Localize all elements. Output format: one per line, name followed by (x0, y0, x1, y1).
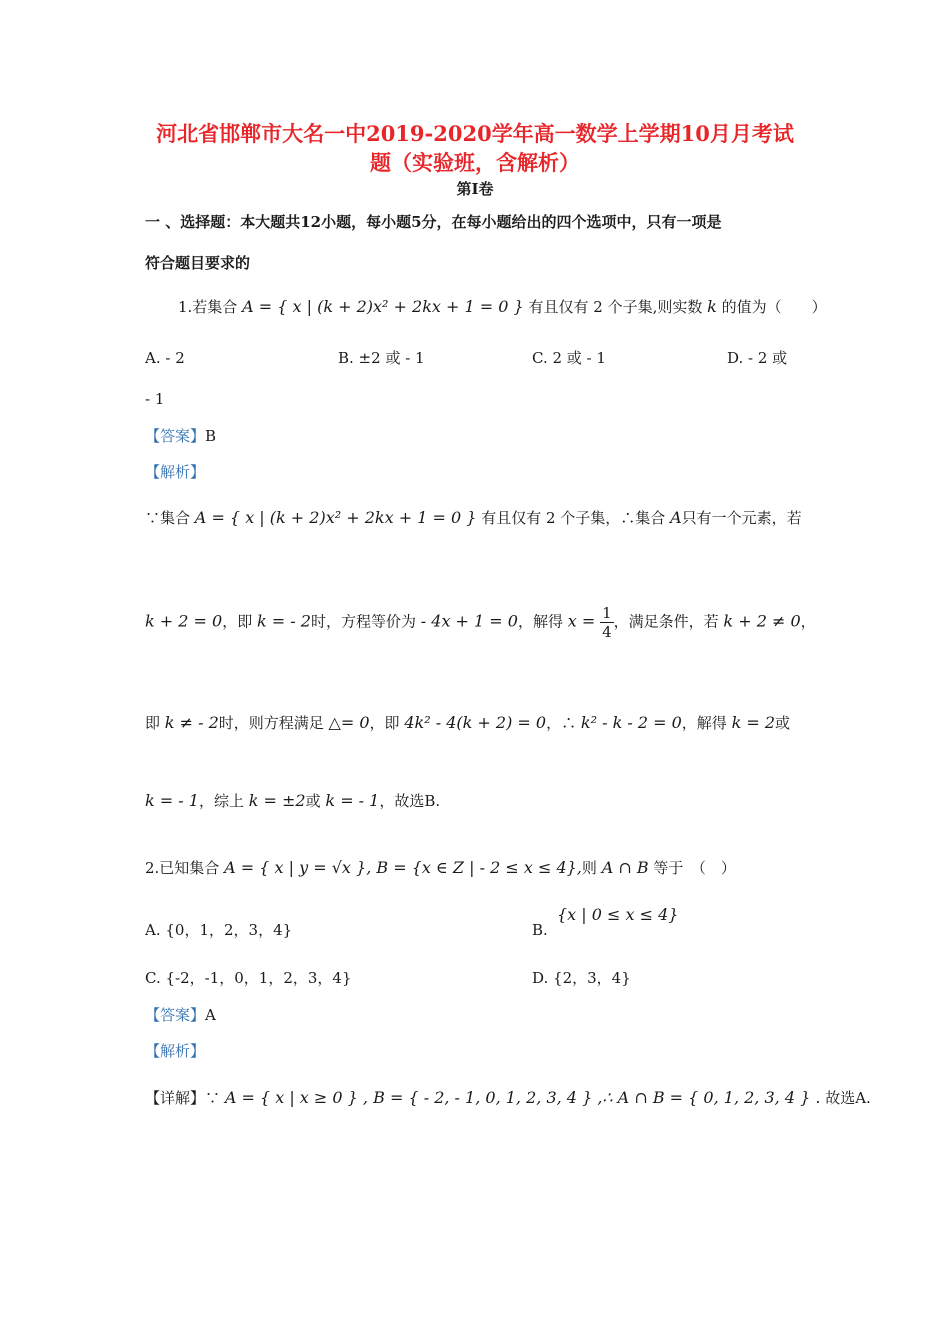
q1-sol2-fraction (600, 604, 614, 641)
q1-option-d: D. - 2 或 (727, 349, 788, 367)
q1-solution-line3 (145, 712, 790, 734)
q1-solution-line1 (145, 507, 802, 529)
q1-sol3-eq2: 4k² - 4(k + 2) = 0 (404, 713, 547, 732)
fraction-denominator: 4 (602, 623, 612, 641)
q1-answer-tag: 【答案】 (145, 427, 206, 445)
q2-analysis-label: 【解析】 (145, 1042, 206, 1060)
q2-detail-tag: 【详解】 (145, 1089, 206, 1107)
q1-solution-line4 (145, 790, 440, 812)
q1-sol3-text-c: 时，则方程满足 (218, 714, 324, 732)
q2-stem-set-a: A = { x | y = √x } (224, 858, 367, 877)
q1-sol3-delta: △= 0 (328, 713, 370, 732)
q2-stem-expr: A ∩ B (601, 858, 649, 877)
q1-sol4-eq1: k = - 1 (145, 791, 199, 810)
q2-answer-value: A (205, 1006, 216, 1024)
q1-stem-suffix: 有且仅有 2 个子集,则实数 (528, 298, 703, 316)
q1-sol2-x: x = (567, 611, 596, 631)
fraction-numerator: 1 (602, 604, 612, 622)
q2-option-b (532, 919, 548, 941)
q2-option-c: C. {-2，-1，0，1，2，3，4} (145, 969, 352, 987)
q2-answer-tag: 【答案】 (145, 1006, 206, 1024)
q1-sol2-eq4: k + 2 ≠ 0 (723, 611, 801, 631)
volume-label: 第I卷 (456, 180, 494, 198)
q2-option-a: A. {0，1，2，3，4} (145, 921, 293, 939)
q1-sol3-eq1: k ≠ - 2 (164, 713, 219, 732)
q1-option-c: C. 2 或 - 1 (532, 349, 606, 367)
q1-sol1-set: A = { x | (k + 2)x² + 2kx + 1 = 0 } (194, 508, 477, 527)
q1-analysis-label: 【解析】 (145, 463, 206, 481)
q1-sol2-eq1: k + 2 = 0 (145, 611, 223, 631)
q1-sol3-or: 或 (775, 714, 791, 732)
q1-solution-line2 (145, 604, 816, 641)
q2-option-d: D. {2，3，4} (532, 969, 631, 987)
q2-stem-prefix: 2.已知集合 (145, 859, 220, 877)
q1-stem-set: A = { x | (k + 2)x² + 2kx + 1 = 0 } (242, 297, 524, 316)
q1-sol2-text-d: 时，方程等价为 (310, 612, 416, 631)
q1-sol4-eq2: k = ±2 (248, 791, 306, 810)
q1-sol2-text-f: ，解得 (517, 612, 563, 631)
section-heading-line1: 一 、选择题：本大题共12小题，每小题5分，在每小题给出的四个选项中，只有一项是 (145, 213, 722, 231)
page-title-line1: 河北省邯郸市大名一中2019-2020学年高一数学上学期10月月考试 (156, 121, 794, 146)
q1-sol3-eq3: k² - k - 2 = 0 (580, 713, 682, 732)
q1-sol1-text-c: 只有一个元素，若 (681, 509, 802, 527)
q2-detail-conclusion: 故选A. (825, 1089, 871, 1107)
q1-stem-prefix: 1.若集合 (178, 298, 238, 316)
q1-option-d-continued: - 1 (145, 390, 165, 408)
q1-option-a: A. - 2 (145, 349, 185, 367)
q1-sol2-eq3: - 4x + 1 = 0 (420, 611, 518, 631)
q1-analysis-tag (145, 461, 205, 483)
q1-sol1-text-a: ∵集合 (145, 509, 191, 527)
q1-sol3-therefore: ，∴ (546, 714, 577, 732)
q2-stem-set-b: , B = {x ∈ Z | - 2 ≤ x ≤ 4}, (366, 858, 582, 877)
q1-stem (178, 296, 827, 318)
q2-analysis-tag (145, 1040, 205, 1062)
q2-option-b-set (557, 904, 678, 926)
q2-answer (145, 1004, 216, 1026)
q2-detail-expression: A = { x | x ≥ 0 } , B = { - 2, - 1, 0, 1, 2, 3, 4 } ,∴ A ∩ B = { 0, 1, 2, 3, 4 } . (224, 1088, 821, 1107)
q1-sol4-or: 或 (305, 792, 321, 810)
q2-stem (145, 857, 736, 879)
q2-detail-because: ∵ (205, 1089, 221, 1107)
q1-sol4-eq3: k = - 1 (325, 791, 380, 810)
q1-stem-var: k (707, 297, 717, 316)
q1-sol2-eq2: k = - 2 (257, 611, 311, 631)
q1-answer (145, 425, 216, 447)
q1-sol3-text-a: 即 (145, 714, 161, 732)
q1-option-b: B. ±2 或 - 1 (338, 349, 425, 367)
q2-stem-end: 等于 （ ） (653, 859, 736, 877)
q1-sol3-text-e: ，即 (369, 714, 400, 732)
q1-sol2-text-g: ，满足条件，若 (613, 612, 719, 631)
q1-sol1-var: A (670, 508, 682, 527)
q1-sol2-text-b: ，即 (222, 612, 253, 631)
q2-option-b-label: B. (532, 921, 548, 939)
q2-option-b-expression: {x | 0 ≤ x ≤ 4} (557, 905, 679, 924)
q1-sol2-text-i: ， (800, 612, 816, 631)
q1-sol4-text-b: ，综上 (198, 792, 244, 810)
q1-sol3-eq4: k = 2 (731, 713, 776, 732)
q1-answer-value: B (205, 427, 217, 445)
q2-detail (145, 1087, 871, 1109)
q1-sol1-text-b: 有且仅有 2 个子集，∴集合 (481, 509, 666, 527)
section-heading-line2: 符合题目要求的 (145, 254, 251, 272)
page-title-line2: 题（实验班，含解析） (370, 150, 580, 175)
q2-stem-mid: 则 (581, 859, 597, 877)
q1-sol3-text-i: ，解得 (681, 714, 727, 732)
q1-stem-end: 的值为（ ） (721, 298, 827, 316)
q1-sol4-conclusion: ，故选B. (379, 792, 441, 810)
